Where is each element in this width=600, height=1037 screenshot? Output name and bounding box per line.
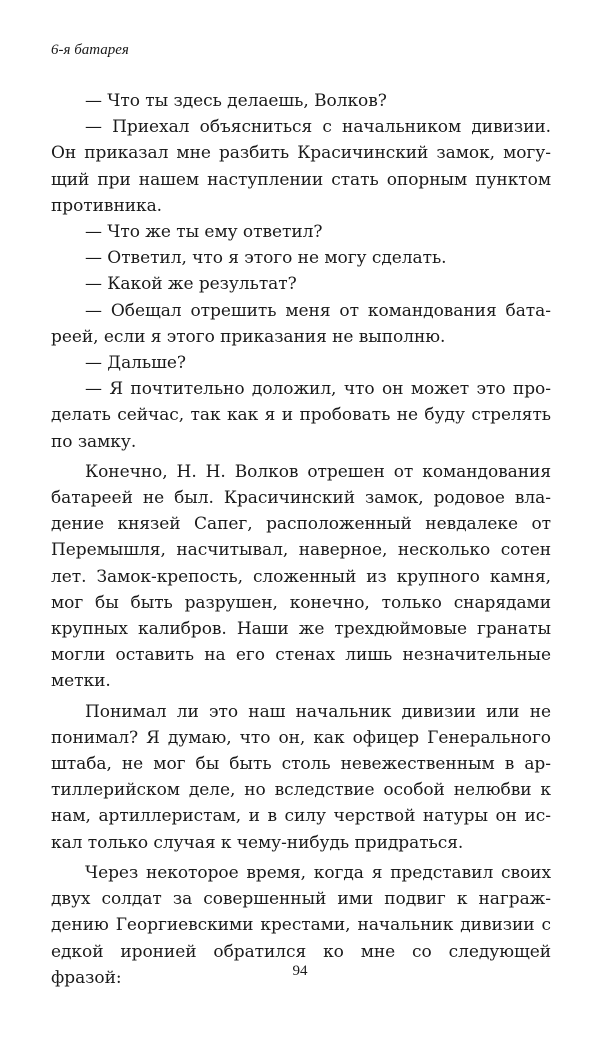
dialogue-line: — Приехал объясниться с начальником дивизии. Он приказал мне разбить Красичинский замок, могущий при нашем наступлении стать опорным пунктом противника. bbox=[51, 117, 551, 216]
dialogue-line: — Что ты здесь делаешь, Волков? bbox=[85, 91, 387, 111]
dialogue-line: — Что же ты ему ответил? bbox=[85, 222, 323, 243]
dialogue-line: — Я почтительно доложил, что он может это проделать сейчас, так как я и пробовать не буду стрелять по замку. bbox=[51, 379, 551, 452]
paragraph: Через некоторое время, когда я представил своих двух солдат за совершенный ими подвиг к награждению Георгиевскими крестами, начальник дивизии с едкой иронией обратился ко мне со следующей фразой: bbox=[51, 862, 551, 988]
dialogue-line: — Какой же результат? bbox=[85, 274, 297, 295]
dialogue-line: — Дальше? bbox=[85, 353, 186, 374]
running-title: 6-я батарея bbox=[51, 42, 129, 58]
dialogue-line: — Ответил, что я этого не могу сделать. bbox=[85, 248, 447, 269]
paragraph: Конечно, Н. Н. Волков отрешен от командования батареей не был. Красичинский замок, родовое владение князей Сапег, расположенный невдалеке от Перемышля, насчитывал, наверное, несколько сотен лет. Замок-крепость, сложенный из крупного камня, мог бы быть разрушен, конечно, только снарядами крупных калибров. Наши же трехдюймовые гранаты могли оставить на его стенах лишь незначительные метки. bbox=[51, 461, 551, 692]
dialogue-line: — Обещал отрешить меня от командования батареей, если я этого приказания не выполню. bbox=[51, 300, 551, 347]
body-text bbox=[51, 88, 551, 991]
page-number: 94 bbox=[292, 963, 308, 979]
paragraph: Понимал ли это наш начальник дивизии или не понимал? Я думаю, что он, как офицер Генерального штаба, не мог бы быть столь невежественным в артиллерийском деле, но вследствие особой нелюбви к нам, артиллеристам, и в силу черствой натуры он искал только случая к чему-нибудь придраться. bbox=[51, 701, 551, 853]
